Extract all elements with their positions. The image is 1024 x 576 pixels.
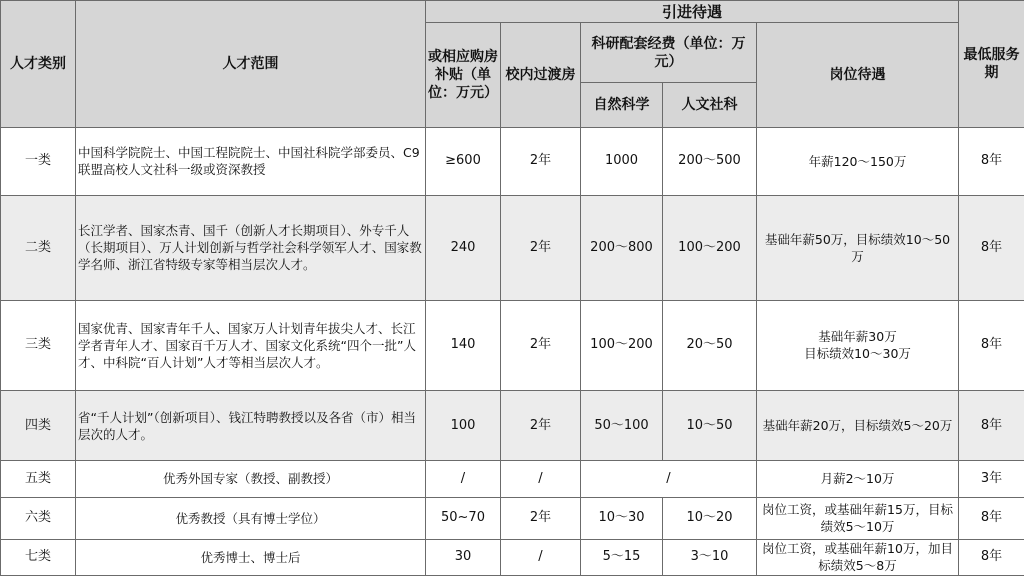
row-humanities-funding: 10～20 [663,497,757,539]
table-row [1,461,1024,497]
row-position-benefits: 岗位工资，或基础年薪10万，加目标绩效5～8万 [757,539,959,575]
row-min-service: 8年 [959,497,1024,539]
header-scope: 人才范围 [76,1,426,128]
header-research-funding: 科研配套经费（单位：万元） [581,23,757,83]
table-row [1,497,1024,539]
row-housing: 100 [426,390,501,460]
header-natural-science: 自然科学 [581,83,663,127]
row-category: 二类 [1,195,76,300]
row-humanities-funding: 200～500 [663,127,757,195]
row-natural-funding: 1000 [581,127,663,195]
row-natural-funding: 100～200 [581,300,663,390]
row-min-service: 8年 [959,300,1024,390]
row-housing: 30 [426,539,501,575]
row-natural-funding: 10～30 [581,497,663,539]
header-category: 人才类别 [1,1,76,128]
row-min-service: 8年 [959,127,1024,195]
row-humanities-funding: 20～50 [663,300,757,390]
table-row [1,539,1024,575]
row-housing: 140 [426,300,501,390]
row-humanities-funding: 3～10 [663,539,757,575]
header-benefits: 引进待遇 [426,1,959,23]
header-transition-housing: 校内过渡房 [501,23,581,128]
table-row [1,195,1024,300]
row-transition: 2年 [501,497,581,539]
row-position-benefits: 基础年薪50万，目标绩效10～50万 [757,195,959,300]
row-research-funding-merged: / [581,461,757,497]
row-position-benefits: 年薪120～150万 [757,127,959,195]
row-humanities-funding: 100～200 [663,195,757,300]
row-category: 七类 [1,539,76,575]
row-transition: 2年 [501,195,581,300]
table-row [1,390,1024,460]
row-category: 五类 [1,461,76,497]
row-category: 三类 [1,300,76,390]
row-transition: / [501,539,581,575]
table-row [1,300,1024,390]
row-category: 一类 [1,127,76,195]
row-humanities-funding: 10～50 [663,390,757,460]
row-min-service: 3年 [959,461,1024,497]
row-position-benefits: 基础年薪30万 目标绩效10～30万 [757,300,959,390]
row-housing: 50~70 [426,497,501,539]
header-humanities: 人文社科 [663,83,757,127]
row-position-benefits: 岗位工资，或基础年薪15万，目标绩效5～10万 [757,497,959,539]
row-category: 四类 [1,390,76,460]
row-transition: 2年 [501,390,581,460]
row-min-service: 8年 [959,195,1024,300]
header-row-1 [1,1,1024,23]
row-transition: / [501,461,581,497]
row-housing: 240 [426,195,501,300]
row-min-service: 8年 [959,390,1024,460]
row-scope: 优秀博士、博士后 [76,539,426,575]
row-scope: 国家优青、国家青年千人、国家万人计划青年拔尖人才、长江学者青年人才、国家百千万人才、国家文化系统“四个一批”人才、中科院“百人计划”人才等相当层次人才。 [76,300,426,390]
row-scope: 优秀外国专家（教授、副教授） [76,461,426,497]
row-natural-funding: 200～800 [581,195,663,300]
row-natural-funding: 50～100 [581,390,663,460]
row-scope: 省“千人计划”（创新项目）、钱江特聘教授以及各省（市）相当层次的人才。 [76,390,426,460]
header-housing-subsidy: 或相应购房补贴（单位：万元） [426,23,501,128]
row-position-benefits: 月薪2～10万 [757,461,959,497]
row-housing: ≥600 [426,127,501,195]
row-min-service: 8年 [959,539,1024,575]
row-scope: 中国科学院院士、中国工程院院士、中国社科院学部委员、C9联盟高校人文社科一级或资深教授 [76,127,426,195]
row-scope: 优秀教授（具有博士学位） [76,497,426,539]
row-position-benefits: 基础年薪20万，目标绩效5～20万 [757,390,959,460]
row-scope: 长江学者、国家杰青、国千（创新人才长期项目）、外专千人（长期项目）、万人计划创新与哲学社会科学领军人才、国家教学名师、浙江省特级专家等相当层次人才。 [76,195,426,300]
row-transition: 2年 [501,127,581,195]
header-position-benefits: 岗位待遇 [757,23,959,128]
row-natural-funding: 5～15 [581,539,663,575]
row-category: 六类 [1,497,76,539]
row-housing: / [426,461,501,497]
table-row [1,127,1024,195]
header-min-service: 最低服务期 [959,1,1024,128]
row-transition: 2年 [501,300,581,390]
